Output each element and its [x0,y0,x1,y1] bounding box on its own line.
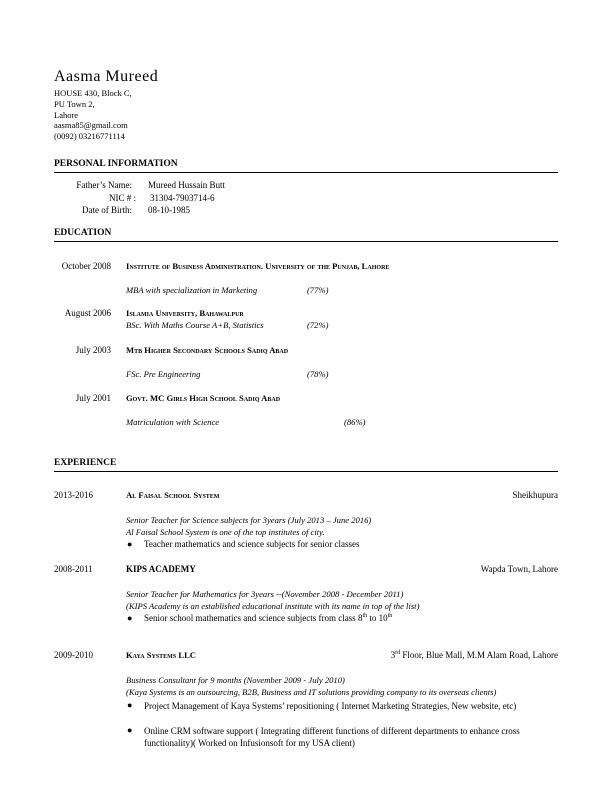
edu-degree: FSc. Pre Engineering [126,369,201,379]
edu-institution: Mtb Higher Secondary Schools Sadiq Abad [126,345,289,355]
edu-degree: BSc. With Maths Course A+B, Statistics [126,320,264,330]
edu-institution: Islamia University, Bahawalpur [126,308,244,318]
exp-location: Sheikhupura [512,490,558,500]
section-education: EDUCATION [54,228,558,242]
edu-score: (72%) [307,320,329,330]
exp-bullet: Online CRM software support ( Integrating different functions of different departments to enhance cross functionality)( Worked on Infusionsoft for my USA client) [144,726,520,748]
exp-bullet: Project Management of Kaya Systems’ repositioning ( Internet Marketing Strategies, New website, etc) [144,701,517,711]
bullet-icon: ● [127,613,133,623]
edu-degree: MBA with specialization in Marketing [126,285,258,295]
exp-note: (KIPS Academy is an established educational institute with its name in top of the list) [126,601,420,611]
edu-score: (78%) [307,369,329,379]
exp-bullet: Senior school mathematics and science subjects from class 8th to 10th [144,613,393,623]
exp-location: Wapda Town, Lahore [480,564,558,574]
exp-employer: Kaya Systems LLC [126,650,197,660]
edu-date: July 2001 [75,393,111,403]
exp-employer: KIPS ACADEMY [126,564,196,574]
exp-note: (Kaya Systems is an outsourcing, B2B, Business and IT solutions providing company to its overseas clients) [126,687,497,697]
exp-employer: Al Faisal School System [126,490,220,500]
address-city: Lahore [54,110,79,120]
value-dob: 08-10-1985 [148,205,190,215]
section-experience: EXPERIENCE [54,458,558,472]
edu-date: July 2003 [75,345,111,355]
section-personal-information: PERSONAL INFORMATION [54,159,558,173]
edu-score: (77%) [307,285,329,295]
edu-degree: Matriculation with Science [126,417,220,427]
exp-location: 3rd Floor, Blue Mall, M.M Alam Road, Lahore [390,650,558,660]
address-line-2: PU Town 2, [54,99,95,109]
exp-date: 2013-2016 [54,490,93,500]
bullet-icon: ● [127,700,133,710]
edu-date: October 2008 [61,261,111,271]
address-line-1: HOUSE 430, Block C, [54,88,132,98]
exp-role: Senior Teacher for Science subjects for 3years (July 2013 – June 2016) [126,515,372,525]
value-nic: 31304-7903714-6 [150,193,215,203]
exp-note: Al Faisal School System is one of the top institutes of city. [126,527,325,537]
label-dob: Date of Birth: [82,205,132,215]
value-fathers-name: Mureed Hussain Butt [148,180,225,190]
exp-role: Senior Teacher for Mathematics for 3years --(November 2008 - December 2011) [126,589,404,599]
edu-date: August 2006 [64,308,111,318]
exp-role: Business Consultant for 9 months (November 2009 - July 2010) [126,675,345,685]
edu-institution: Institute of Business Administration. University of the Punjab, Lahore [126,261,390,271]
label-fathers-name: Father’s Name: [76,180,132,190]
candidate-name: Aasma Mureed [54,68,159,85]
exp-bullet: Teacher mathematics and science subjects for senior classes [144,539,360,549]
edu-institution: Govt. MC Girls High School Sadiq Abad [126,393,281,403]
exp-date: 2009-2010 [54,650,93,660]
phone: (0092) 03216771114 [54,131,125,141]
label-nic: NIC # : [109,193,136,203]
email: aasma85@gmail.com [54,120,128,130]
exp-date: 2008-2011 [54,564,93,574]
bullet-icon: ● [127,539,133,549]
edu-score: (86%) [344,417,366,427]
bullet-icon: ● [127,725,133,735]
